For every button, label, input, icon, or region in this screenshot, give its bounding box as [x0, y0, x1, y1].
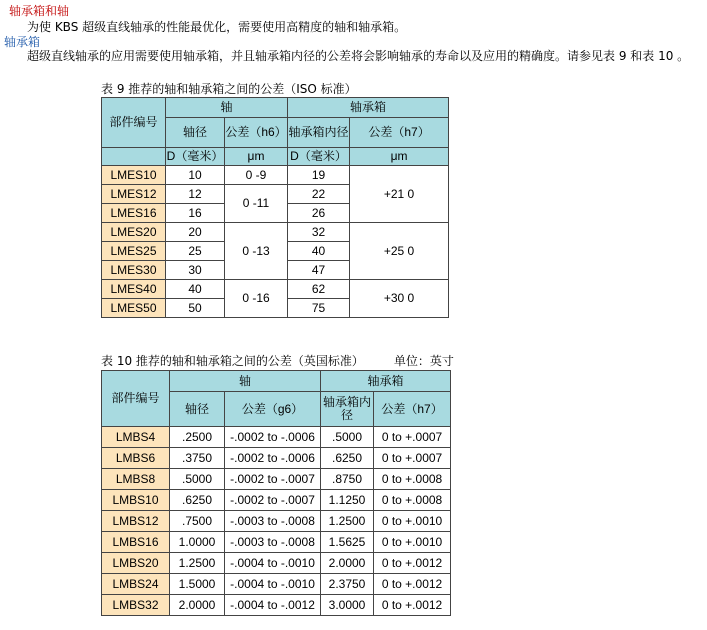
- table-row: [102, 166, 449, 185]
- housing-bore: 47: [288, 261, 350, 280]
- shaft-tolerance: -.0002 to -.0007: [225, 469, 321, 490]
- housing-tolerance: 0 to +.0012: [374, 553, 451, 574]
- housing-tolerance: +25 0: [350, 223, 449, 280]
- part-number: LMES20: [102, 223, 166, 242]
- table-row: [102, 553, 451, 574]
- shaft-diameter: .5000: [170, 469, 225, 490]
- unit-housing-bore: D（毫米）: [288, 148, 350, 166]
- housing-bore: 1.5625: [321, 532, 374, 553]
- shaft-tolerance: -.0003 to -.0008: [225, 511, 321, 532]
- header-shaft-diameter: 轴径: [166, 118, 225, 148]
- housing-bore: 32: [288, 223, 350, 242]
- part-number: LMBS16: [102, 532, 170, 553]
- part-number: LMES50: [102, 299, 166, 318]
- shaft-diameter: 20: [166, 223, 225, 242]
- housing-bore: 62: [288, 280, 350, 299]
- housing-bore: 19: [288, 166, 350, 185]
- housing-tolerance: 0 to +.0008: [374, 469, 451, 490]
- shaft-diameter: 30: [166, 261, 225, 280]
- housing-tolerance: 0 to +.0012: [374, 574, 451, 595]
- section-title-housing: 轴承箱: [4, 35, 41, 49]
- housing-bore: 1.2500: [321, 511, 374, 532]
- housing-bore: 40: [288, 242, 350, 261]
- housing-bore: 3.0000: [321, 595, 374, 616]
- table-row: [102, 574, 451, 595]
- shaft-diameter: 12: [166, 185, 225, 204]
- shaft-tolerance: 0 -11: [225, 185, 288, 223]
- shaft-diameter: .7500: [170, 511, 225, 532]
- shaft-diameter: 16: [166, 204, 225, 223]
- housing-tolerance: 0 to +.0010: [374, 511, 451, 532]
- table10-caption-line: [101, 352, 454, 369]
- table-row: [102, 223, 449, 242]
- unit-shaft-tolerance: μm: [225, 148, 288, 166]
- table-row: [102, 595, 451, 616]
- part-number: LMBS10: [102, 490, 170, 511]
- part-number: LMES12: [102, 185, 166, 204]
- shaft-tolerance: -.0002 to -.0006: [225, 427, 321, 448]
- housing-tolerance: 0 to +.0010: [374, 532, 451, 553]
- table10-british-tolerance: [101, 370, 451, 616]
- header-part-number: 部件编号: [102, 371, 170, 427]
- housing-tolerance: 0 to +.0012: [374, 595, 451, 616]
- housing-tolerance: 0 to +.0007: [374, 427, 451, 448]
- shaft-tolerance: -.0002 to -.0007: [225, 490, 321, 511]
- table-row: [102, 490, 451, 511]
- section-title-housing-and-shaft: 轴承箱和轴: [9, 4, 70, 18]
- shaft-diameter: 25: [166, 242, 225, 261]
- shaft-diameter: 1.0000: [170, 532, 225, 553]
- header-shaft: 轴: [166, 98, 288, 118]
- unit-blank: [102, 148, 166, 166]
- table10-caption: 表 10 推荐的轴和轴承箱之间的公差（英国标准）: [101, 354, 364, 368]
- header-housing-bore: 轴承箱内径: [321, 392, 374, 427]
- table9-iso-tolerance: [101, 97, 449, 318]
- unit-shaft-diameter: D（毫米）: [166, 148, 225, 166]
- unit-housing-tolerance: μm: [350, 148, 449, 166]
- table-row: [102, 448, 451, 469]
- shaft-tolerance: -.0004 to -.0012: [225, 595, 321, 616]
- part-number: LMES25: [102, 242, 166, 261]
- shaft-diameter: 10: [166, 166, 225, 185]
- table10-unit-note: 单位：英寸: [393, 354, 454, 368]
- housing-bore: 22: [288, 185, 350, 204]
- housing-tolerance: +30 0: [350, 280, 449, 318]
- shaft-diameter: .2500: [170, 427, 225, 448]
- table9-caption: 表 9 推荐的轴和轴承箱之间的公差（ISO 标准）: [101, 82, 357, 96]
- shaft-tolerance: 0 -9: [225, 166, 288, 185]
- header-shaft: 轴: [170, 371, 321, 392]
- shaft-diameter: 2.0000: [170, 595, 225, 616]
- part-number: LMES30: [102, 261, 166, 280]
- table-row: [102, 280, 449, 299]
- shaft-tolerance: -.0002 to -.0006: [225, 448, 321, 469]
- housing-tolerance: 0 to +.0007: [374, 448, 451, 469]
- shaft-tolerance: -.0004 to -.0010: [225, 574, 321, 595]
- housing-bore: .5000: [321, 427, 374, 448]
- housing-tolerance: +21 0: [350, 166, 449, 223]
- housing-bore: 1.1250: [321, 490, 374, 511]
- header-housing: 轴承箱: [288, 98, 449, 118]
- shaft-diameter: 1.2500: [170, 553, 225, 574]
- shaft-diameter: 1.5000: [170, 574, 225, 595]
- part-number: LMBS4: [102, 427, 170, 448]
- housing-tolerance: 0 to +.0008: [374, 490, 451, 511]
- header-shaft-tolerance: 公差（g6）: [225, 392, 321, 427]
- part-number: LMBS8: [102, 469, 170, 490]
- header-housing-tolerance: 公差（h7）: [374, 392, 451, 427]
- part-number: LMBS6: [102, 448, 170, 469]
- housing-bore: 26: [288, 204, 350, 223]
- header-shaft-diameter: 轴径: [170, 392, 225, 427]
- header-housing-bore: 轴承箱内径: [288, 118, 350, 148]
- header-housing-tolerance: 公差（h7）: [350, 118, 449, 148]
- shaft-diameter: .3750: [170, 448, 225, 469]
- shaft-diameter: 40: [166, 280, 225, 299]
- part-number: LMBS20: [102, 553, 170, 574]
- part-number: LMES10: [102, 166, 166, 185]
- header-part-number: 部件编号: [102, 98, 166, 148]
- table-row: [102, 427, 451, 448]
- intro-text: 为使 KBS 超级直线轴承的性能最优化，需要使用高精度的轴和轴承箱。: [27, 20, 407, 34]
- housing-bore: 2.0000: [321, 553, 374, 574]
- housing-bore: 75: [288, 299, 350, 318]
- shaft-tolerance: 0 -16: [225, 280, 288, 318]
- part-number: LMBS32: [102, 595, 170, 616]
- part-number: LMES40: [102, 280, 166, 299]
- shaft-tolerance: -.0003 to -.0008: [225, 532, 321, 553]
- table-row: [102, 532, 451, 553]
- part-number: LMES16: [102, 204, 166, 223]
- shaft-tolerance: -.0004 to -.0010: [225, 553, 321, 574]
- housing-bore: .6250: [321, 448, 374, 469]
- housing-text: 超级直线轴承的应用需要使用轴承箱，并且轴承箱内径的公差将会影响轴承的寿命以及应用的精确度。请参见表 9 和表 10 。: [27, 49, 690, 63]
- table-row: [102, 511, 451, 532]
- housing-bore: .8750: [321, 469, 374, 490]
- shaft-diameter: 50: [166, 299, 225, 318]
- shaft-diameter: .6250: [170, 490, 225, 511]
- part-number: LMBS12: [102, 511, 170, 532]
- header-shaft-tolerance: 公差（h6）: [225, 118, 288, 148]
- table-row: [102, 469, 451, 490]
- part-number: LMBS24: [102, 574, 170, 595]
- housing-bore: 2.3750: [321, 574, 374, 595]
- shaft-tolerance: 0 -13: [225, 223, 288, 280]
- header-housing: 轴承箱: [321, 371, 451, 392]
